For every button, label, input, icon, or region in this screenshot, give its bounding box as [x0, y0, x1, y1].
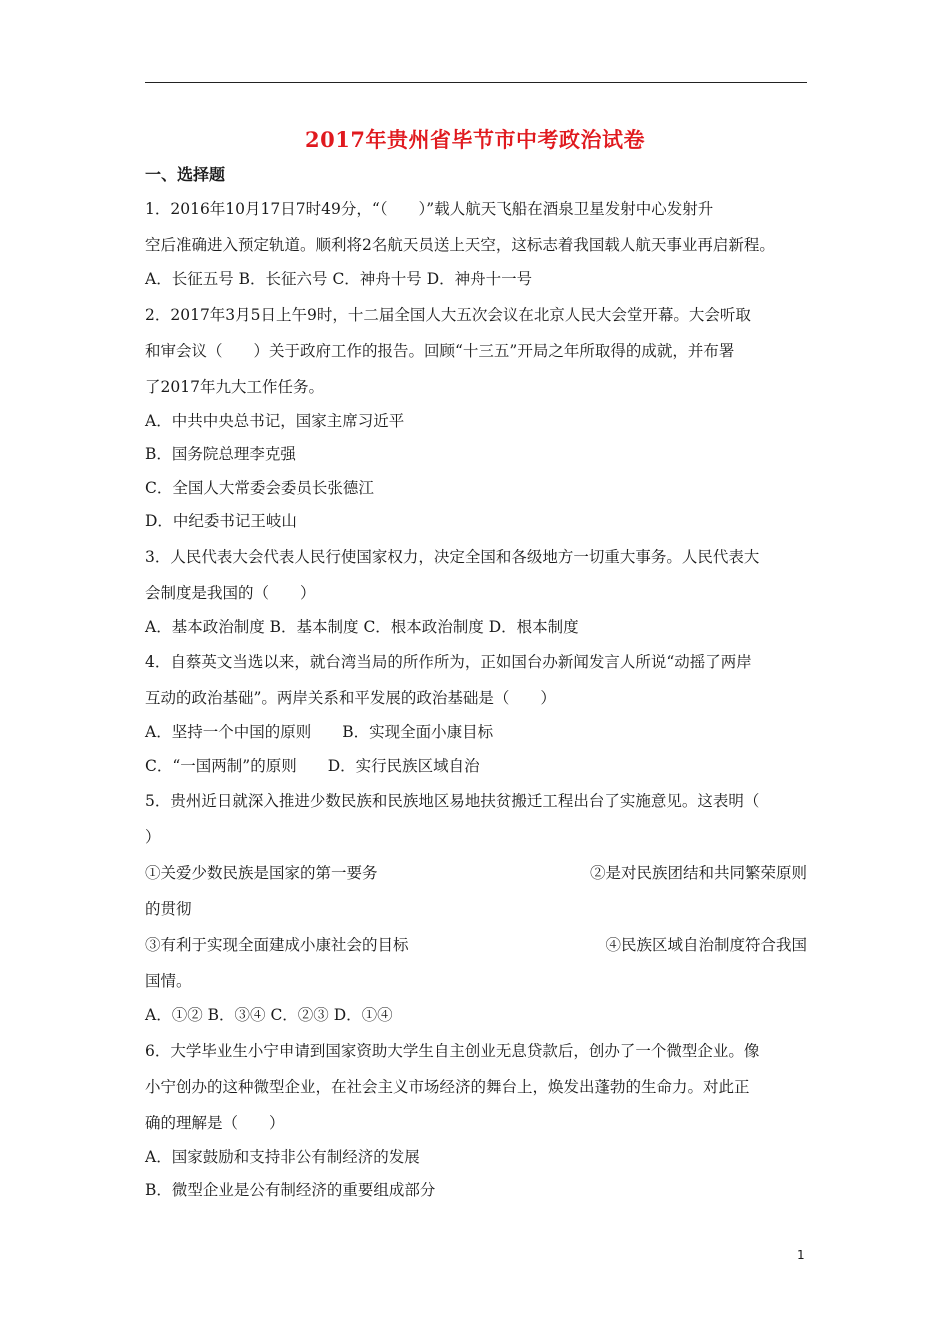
document-title: 2017年贵州省毕节市中考政治试卷 [305, 127, 645, 152]
question-6-option-a: A．国家鼓励和支持非公有制经济的发展 [145, 1147, 420, 1166]
question-2-option-d: D．中纪委书记王岐山 [145, 512, 297, 530]
question-6-stem-line-3: 确的理解是（ ） [145, 1113, 285, 1132]
section-heading: 一、选择题 [145, 165, 226, 184]
question-4-options-cd: C．“一国两制”的原则 D．实行民族区域自治 [145, 756, 480, 775]
question-list [145, 191, 807, 1208]
question-6-option-b: B．微型企业是公有制经济的重要组成部分 [145, 1181, 436, 1199]
header-rule [145, 82, 807, 83]
question-4-stem-line-2: 互动的政治基础”。两岸关系和平发展的政治基础是（ ） [145, 689, 556, 707]
question-3-stem-line-2: 会制度是我国的（ ） [145, 583, 316, 602]
question-1-options: A．长征五号 B．长征六号 C．神舟十号 D．神舟十一号 [145, 270, 533, 288]
question-5-options: A．①② B．③④ C．②③ D．①④ [145, 1006, 393, 1024]
question-3-stem-line-1: 3．人民代表大会代表人民行使国家权力，决定全国和各级地方一切重大事务。人民代表大 [145, 547, 760, 566]
question-2-option-c: C．全国人大常委会委员长张德江 [145, 478, 374, 497]
question-2-option-a: A．中共中央总书记，国家主席习近平 [145, 411, 405, 430]
question-4-options-ab: A．坚持一个中国的原则 B．实现全面小康目标 [145, 723, 494, 741]
question-5-item-4: ④民族区域自治制度符合我国 [605, 936, 807, 954]
question-5-items-row-1 [145, 855, 807, 891]
question-4-stem-line-1: 4．自蔡英文当选以来，就台湾当局的所作所为，正如国台办新闻发言人所说“动摇了两岸 [145, 653, 752, 671]
question-2-stem-line-1: 2．2017年3月5日上午9时，十二届全国人大五次会议在北京人民大会堂开幕。大会听取 [145, 305, 751, 324]
question-2-stem-line-2: 和审会议（ ）关于政府工作的报告。回顾“十三五”开局之年所取得的成就，并布署 [145, 341, 735, 360]
question-2-stem-line-3: 了2017年九大工作任务。 [145, 377, 324, 396]
question-5-items-row-2 [145, 927, 807, 963]
question-5-item-2: ②是对民族团结和共同繁荣原则 [589, 864, 807, 882]
question-5-item-3: ③有利于实现全面建成小康社会的目标 [145, 936, 409, 954]
question-3-options: A．基本政治制度 B．基本制度 C．根本政治制度 D．根本制度 [145, 617, 579, 636]
question-6-stem-line-1: 6．大学毕业生小宁申请到国家资助大学生自主创业无息贷款后，创办了一个微型企业。像 [145, 1041, 760, 1060]
question-6-stem-line-2: 小宁创办的这种微型企业，在社会主义市场经济的舞台上，焕发出蓬勃的生命力。对此正 [145, 1077, 750, 1096]
page-number: 1 [797, 1248, 805, 1262]
question-1-stem-line-2: 空后准确进入预定轨道。顺利将2名航天员送上天空，这标志着我国载人航天事业再启新程。 [145, 236, 775, 254]
question-1-stem-line-1: 1．2016年10月17日7时49分，“（ ）”载人航天飞船在酒泉卫星发射中心发射升 [145, 200, 714, 218]
question-5-stem-line-2: ） [145, 828, 161, 846]
question-5-item-4-cont: 国情。 [145, 972, 192, 990]
question-5-item-2-cont: 的贯彻 [145, 900, 192, 918]
question-5-item-1: ①关爱少数民族是国家的第一要务 [145, 864, 378, 882]
question-2-option-b: B．国务院总理李克强 [145, 445, 296, 463]
question-5-stem-line-1: 5．贵州近日就深入推进少数民族和民族地区易地扶贫搬迁工程出台了实施意见。这表明（ [145, 792, 760, 810]
